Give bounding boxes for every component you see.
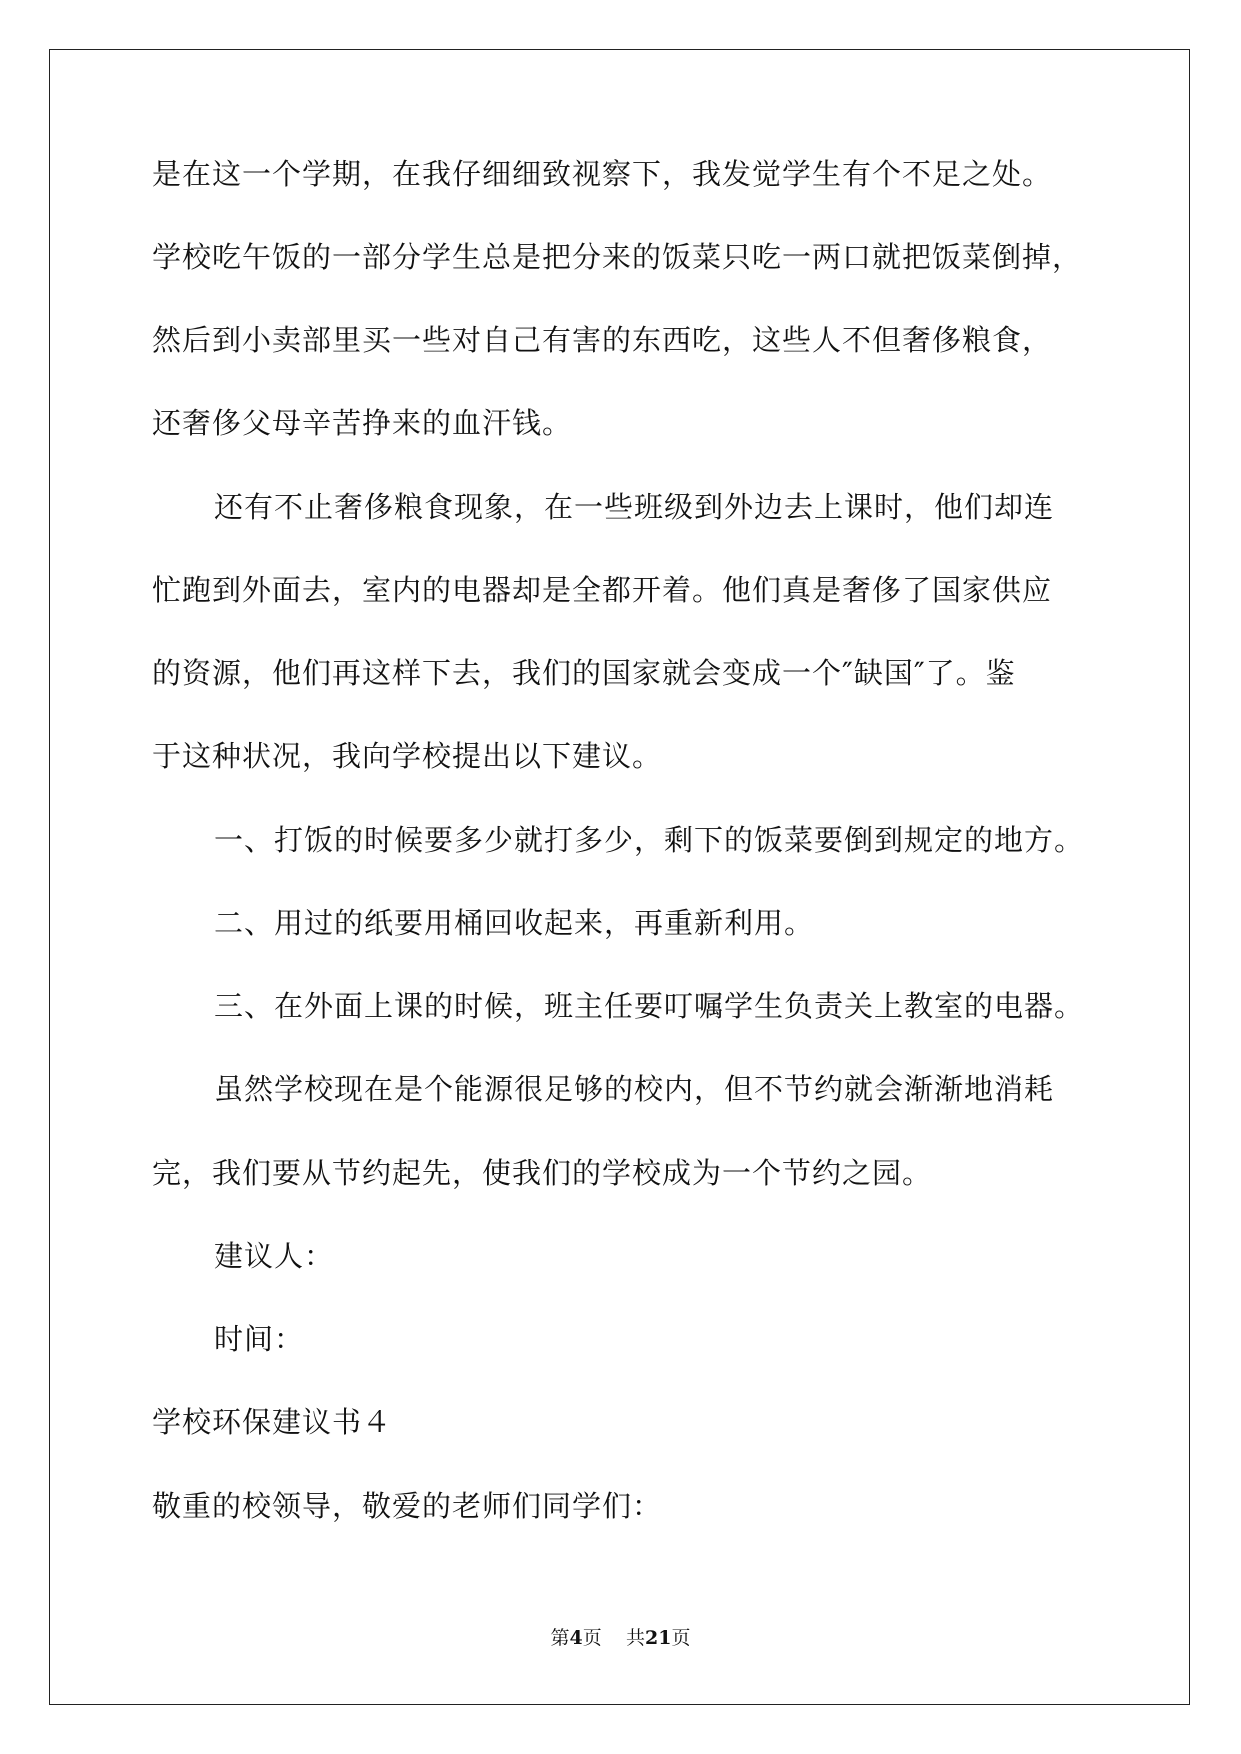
signature-label: 建议人： — [214, 1239, 335, 1273]
total-prefix: 共 — [625, 1627, 645, 1649]
page-prefix: 第 — [550, 1627, 570, 1649]
paragraph-line: 还奢侈父母辛苦挣来的血汗钱。 — [152, 406, 573, 440]
paragraph-line: 于这种状况，我向学校提出以下建议。 — [152, 739, 663, 773]
total-pages: 21 — [644, 1627, 672, 1649]
total-suffix: 页 — [671, 1627, 691, 1649]
paragraph-line: 忙跑到外面去，室内的电器却是全都开着。他们真是奢侈了国家供应 — [152, 573, 1053, 607]
paragraph-line: 完，我们要从节约起先，使我们的学校成为一个节约之园。 — [152, 1156, 933, 1190]
list-item: 三、在外面上课的时候，班主任要叮嘱学生负责关上教室的电器。 — [214, 989, 1085, 1023]
list-item: 一、打饭的时候要多少就打多少，剩下的饭菜要倒到规定的地方。 — [214, 823, 1085, 857]
page-suffix: 页 — [582, 1627, 602, 1649]
paragraph-line: 然后到小卖部里买一些对自己有害的东西吃，这些人不但奢侈粮食， — [152, 323, 1053, 357]
list-item: 二、用过的纸要用桶回收起来，再重新利用。 — [214, 906, 815, 940]
paragraph-line: 是在这一个学期，在我仔细细致视察下，我发觉学生有个不足之处。 — [152, 157, 1053, 191]
page-number: 4 — [569, 1627, 583, 1649]
paragraph-line: 虽然学校现在是个能源很足够的校内，但不节约就会渐渐地消耗 — [214, 1072, 1055, 1106]
salutation: 敬重的校领导，敬爱的老师们同学们： — [152, 1489, 663, 1523]
section-title: 学校环保建议书４ — [152, 1405, 393, 1439]
paragraph-line: 学校吃午饭的一部分学生总是把分来的饭菜只吃一两口就把饭菜倒掉， — [152, 240, 1083, 274]
paragraph-line: 还有不止奢侈粮食现象，在一些班级到外边去上课时，他们却连 — [214, 490, 1055, 524]
paragraph-line: 的资源，他们再这样下去，我们的国家就会变成一个″缺国″了。鉴 — [152, 656, 1016, 690]
date-label: 时间： — [214, 1322, 305, 1356]
page-border — [49, 49, 1190, 1705]
page-footer — [0, 1626, 1241, 1650]
